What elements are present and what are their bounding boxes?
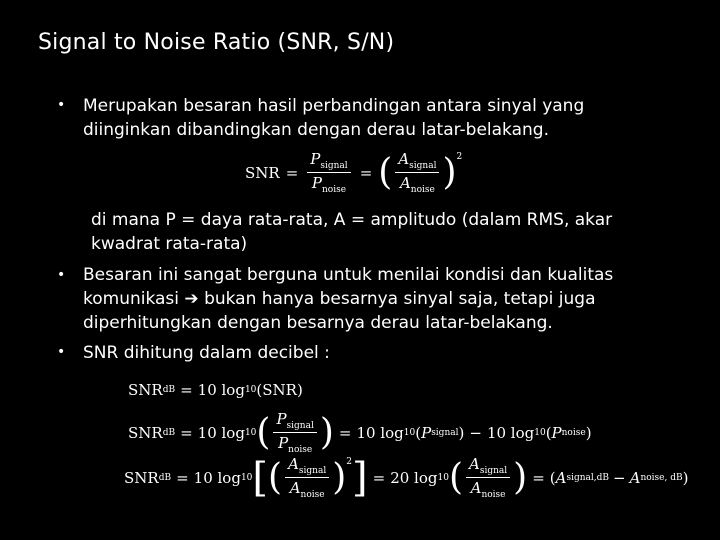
note-text — [91, 208, 612, 256]
subscript: noise — [322, 185, 347, 195]
snr-db-formula-3: SNR dB = 10 log 10 [ ( $\frac{A_{signal}}{A_{noise}}$ ) $^2$ ] = 20 log 10 ( $\frac{A_{signal}}{A_{noise}}$ ) = ( A signal,dB − A noise, dB ) — [124, 454, 689, 501]
log-term: 10 log — [486, 423, 535, 442]
left-paren: ( — [268, 456, 283, 498]
bullet-marker: • — [57, 267, 66, 283]
p-symbol: P — [276, 410, 287, 428]
amplitude-fraction — [466, 455, 510, 500]
text-line: diperhitungkan dengan besarnya derau latar-belakang. — [83, 313, 553, 333]
right-paren: ) — [513, 456, 528, 498]
log-term: 10 log — [197, 381, 245, 399]
snr-symbol: SNR — [124, 468, 159, 487]
bullet-3-text: SNR dihitung dalam decibel : — [83, 343, 330, 363]
subscript: signal — [479, 466, 508, 476]
right-bracket: ] — [352, 454, 368, 501]
amplitude-fraction — [395, 150, 439, 195]
left-paren: ( — [448, 456, 463, 498]
left-paren: ( — [256, 411, 271, 453]
a-symbol: A — [288, 455, 299, 473]
subscript: signal — [298, 466, 327, 476]
subscript: noise — [410, 185, 435, 195]
bullet-marker: • — [57, 97, 66, 113]
p-symbol: P — [310, 150, 321, 168]
log-term: 10 log — [193, 468, 241, 487]
subscript: signal — [409, 161, 437, 171]
power-fraction — [307, 150, 350, 195]
equals-sign: = — [180, 423, 193, 442]
log-term: 10 log — [197, 423, 245, 442]
subscript: signal — [320, 161, 348, 171]
snr-db-formula-1: SNR dB = 10 log 10 ( SNR ) — [128, 381, 303, 399]
a-symbol: A — [470, 479, 482, 497]
snr-symbol: SNR — [262, 381, 297, 399]
snr-formula — [245, 150, 462, 195]
p-symbol: P — [278, 434, 289, 452]
right-paren: ) — [442, 151, 457, 193]
amplitude-fraction — [285, 455, 329, 500]
subscript: signal — [431, 427, 459, 438]
right-paren: ) — [332, 456, 347, 498]
bullet-2-text — [83, 263, 613, 335]
left-bracket: [ — [252, 454, 269, 501]
subscript: 10 — [244, 385, 257, 395]
snr-db-formula-2: SNR dB = 10 log 10 ( $\frac{P_{signal}}{P_{noise}}$ ) = 10 log 10 ( P signal ) − 10 log 10 ( P noise ) — [128, 410, 592, 455]
power-fraction — [273, 410, 316, 455]
equals-sign: = — [180, 381, 193, 399]
a-symbol: A — [629, 468, 641, 487]
text-line: di mana P = daya rata-rata, A = amplitudo (dalam RMS, akar — [91, 210, 613, 230]
equals-sign: = — [338, 423, 352, 442]
bullet-marker: • — [57, 344, 66, 360]
subscript: 10 — [437, 472, 449, 483]
equals-sign: = — [359, 163, 373, 182]
exponent: 2 — [456, 152, 463, 162]
equals-sign: = — [372, 468, 386, 487]
subscript: dB — [162, 427, 176, 438]
subscript: noise — [481, 490, 506, 500]
subscript: 10 — [244, 427, 257, 438]
left-paren: ( — [378, 151, 393, 193]
equals-sign: = — [532, 468, 545, 487]
subscript: 10 — [534, 427, 546, 438]
text-line: kwadrat rata-rata) — [91, 234, 248, 254]
snr-symbol: SNR — [128, 423, 163, 442]
text-line: komunikasi ➔ bukan hanya besarnya sinyal saja, tetapi juga — [83, 289, 596, 309]
text-line: diinginkan dibandingkan dengan derau latar-belakang. — [83, 120, 549, 140]
subscript: 10 — [240, 472, 253, 483]
equals-sign: = — [176, 468, 189, 487]
log-term: 10 log — [356, 423, 404, 442]
minus-sign: − — [613, 468, 626, 487]
a-symbol: A — [399, 174, 411, 192]
exponent: 2 — [346, 457, 352, 467]
snr-symbol: SNR — [245, 163, 280, 182]
subscript: 10 — [403, 427, 416, 438]
subscript: noise — [300, 490, 325, 500]
p-symbol: P — [551, 423, 562, 442]
a-symbol: A — [555, 468, 567, 487]
log-term: 20 log — [390, 468, 438, 487]
text-line: Merupakan besaran hasil perbandingan antara sinyal yang — [83, 96, 585, 116]
p-symbol: P — [311, 174, 322, 192]
subscript: dB — [158, 472, 172, 483]
text-line: Besaran ini sangat berguna untuk menilai kondisi dan kualitas — [83, 265, 614, 285]
a-symbol: A — [289, 479, 301, 497]
minus-sign: − — [469, 423, 482, 442]
equals-sign: = — [285, 163, 299, 182]
right-paren: ) — [319, 411, 334, 453]
subscript: signal — [286, 421, 314, 431]
p-symbol: P — [421, 423, 432, 442]
subscript: noise — [288, 445, 313, 455]
slide-title: Signal to Noise Ratio (SNR, S/N) — [38, 30, 395, 55]
a-symbol: A — [398, 150, 410, 168]
snr-symbol: SNR — [128, 381, 163, 399]
bullet-1-text — [83, 94, 584, 142]
subscript: noise, dB — [640, 472, 683, 483]
a-symbol: A — [468, 455, 480, 473]
subscript: signal,dB — [566, 472, 610, 483]
subscript: noise — [561, 427, 586, 438]
subscript: dB — [162, 385, 176, 395]
